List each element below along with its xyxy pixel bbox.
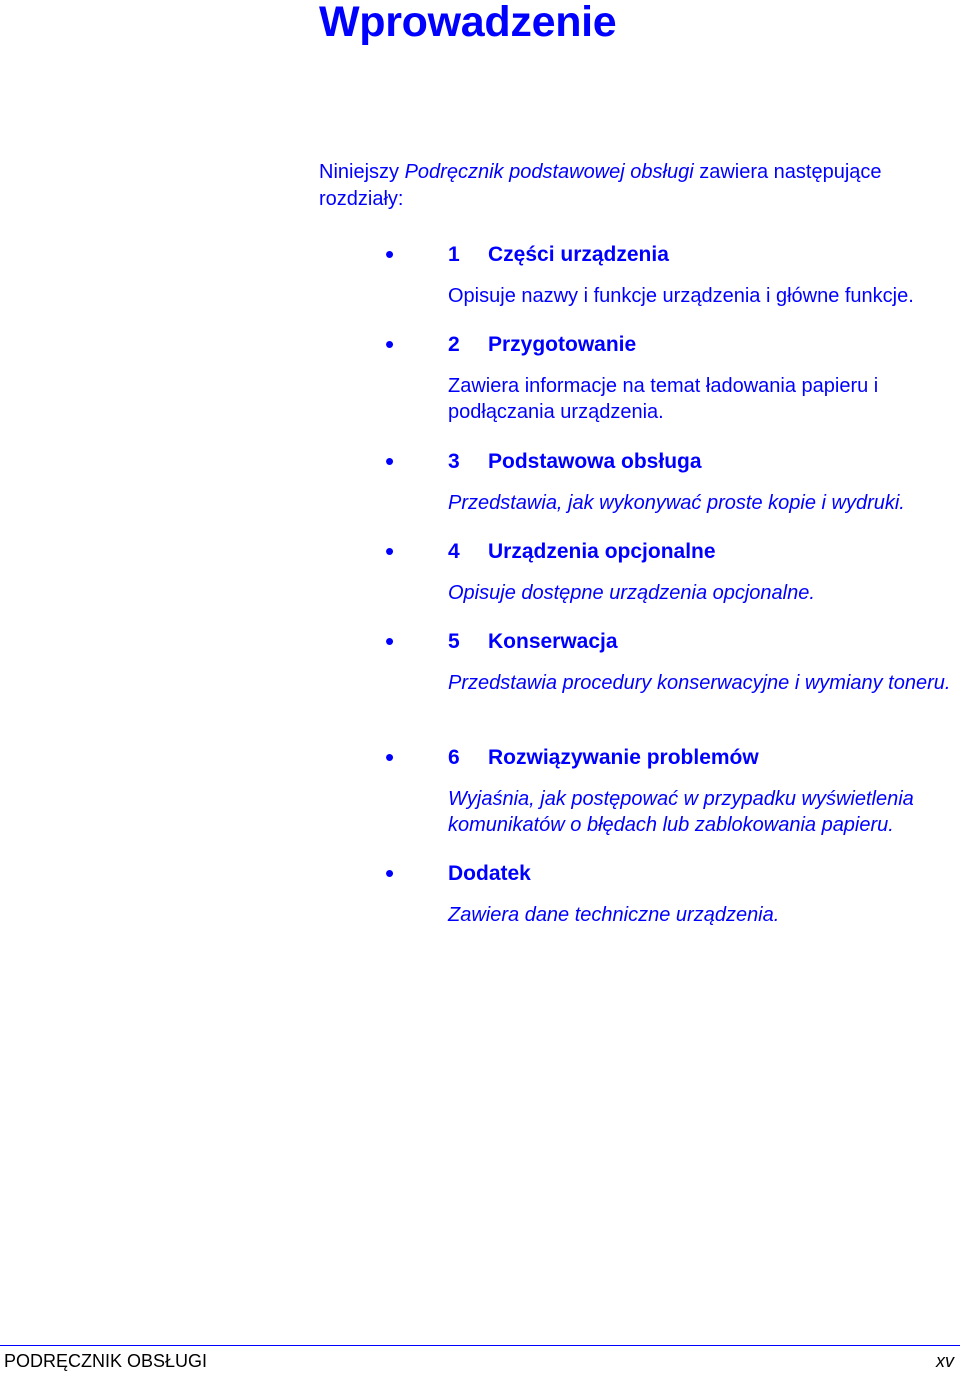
chapter-title: Konserwacja (488, 630, 618, 653)
chapter-number: 4 (448, 540, 460, 563)
chapter-title: Rozwiązywanie problemów (488, 746, 759, 769)
chapter-description: Zawiera informacje na temat ładowania papieru i podłączania urządzenia. (448, 375, 879, 423)
chapter-description: Opisuje nazwy i funkcje urządzenia i główne funkcje. (448, 285, 914, 307)
bullet-icon: • (385, 446, 395, 476)
bullet-icon: • (385, 239, 395, 269)
chapter-number: 6 (448, 746, 460, 769)
chapter-description: Przedstawia procedury konserwacyjne i wymiany toneru. (448, 672, 951, 694)
bullet-icon: • (385, 858, 395, 888)
chapter-title: Urządzenia opcjonalne (488, 540, 716, 563)
intro-paragraph (319, 159, 919, 213)
page-number: xv (936, 1351, 954, 1371)
page-title: Wprowadzenie (319, 0, 617, 46)
chapter-title: Części urządzenia (488, 243, 669, 266)
bullet-icon: • (385, 742, 395, 772)
footer-divider (0, 1345, 960, 1346)
chapter-title: Dodatek (448, 862, 531, 885)
chapter-description: Przedstawia, jak wykonywać proste kopie i wydruki. (448, 492, 905, 514)
chapter-description: Zawiera dane techniczne urządzenia. (448, 904, 780, 926)
bullet-icon: • (385, 626, 395, 656)
intro-text-before: Niniejszy (319, 161, 405, 183)
intro-text-after: zawiera następujące rozdziały: (319, 161, 882, 210)
intro-book-title: Podręcznik podstawowej obsługi (404, 161, 694, 183)
chapter-title: Przygotowanie (488, 333, 637, 356)
bullet-icon: • (385, 329, 395, 359)
chapter-number: 5 (448, 630, 460, 653)
chapter-number: 3 (448, 450, 460, 473)
chapter-description: Opisuje dostępne urządzenia opcjonalne. (448, 582, 815, 604)
chapter-description: Wyjaśnia, jak postępować w przypadku wyświetlenia komunikatów o błędach lub zablokowania papieru. (448, 788, 914, 836)
chapter-number: 1 (448, 243, 460, 266)
chapter-title: Podstawowa obsługa (488, 450, 702, 473)
bullet-icon: • (385, 536, 395, 566)
chapter-number: 2 (448, 333, 460, 356)
footer-manual-title: PODRĘCZNIK OBSŁUGI (4, 1351, 208, 1371)
